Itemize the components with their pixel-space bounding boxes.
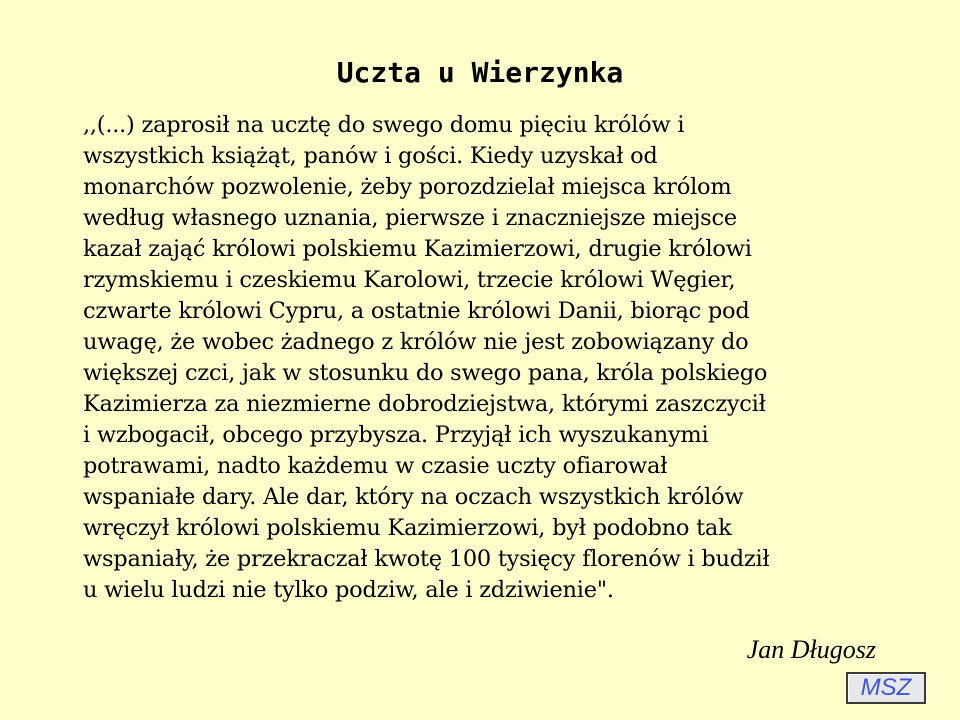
- quote-line: potrawami, nadto każdemu w czasie uczty ofiarował: [83, 453, 668, 479]
- quote-text: [83, 110, 769, 606]
- quote-line: czwarte królowi Cypru, a ostatnie królowi Danii, biorąc pod: [83, 298, 750, 324]
- quote-line: wspaniały, że przekraczał kwotę 100 tysięcy florenów i budził: [83, 546, 770, 572]
- quote-line: ,,(...) zaprosił na ucztę do swego domu pięciu królów i: [83, 112, 685, 138]
- msz-nav-button[interactable]: MSZ: [846, 672, 926, 704]
- quote-line: Kazimierza za niezmierne dobrodziejstwa, którymi zaszczycił: [83, 391, 766, 417]
- quote-line: według własnego uznania, pierwsze i znaczniejsze miejsce: [83, 205, 737, 231]
- quote-line: wręczył królowi polskiemu Kazimierzowi, był podobno tak: [83, 515, 732, 541]
- quote-line: wszystkich książąt, panów i gości. Kiedy uzyskał od: [83, 143, 658, 169]
- quote-line: kazał zająć królowi polskiemu Kazimierzowi, drugie królowi: [83, 236, 752, 262]
- quote-line: uwagę, że wobec żadnego z królów nie jest zobowiązany do: [83, 329, 749, 355]
- quote-line: wspaniałe dary. Ale dar, który na oczach wszystkich królów: [83, 484, 744, 510]
- slide-title: Uczta u Wierzynka: [336, 56, 624, 89]
- quote-line: i wzbogacił, obcego przybysza. Przyjął ich wyszukanymi: [83, 422, 709, 448]
- quote-author: Jan Długosz: [746, 635, 876, 664]
- quote-line: u wielu ludzi nie tylko podziw, ale i zdziwienie".: [83, 577, 614, 603]
- quote-line: rzymskiemu i czeskiemu Karolowi, trzecie królowi Węgier,: [83, 267, 736, 293]
- quote-line: monarchów pozwolenie, żeby porozdzielał miejsca królom: [83, 174, 732, 200]
- quote-line: większej czci, jak w stosunku do swego pana, króla polskiego: [83, 360, 768, 386]
